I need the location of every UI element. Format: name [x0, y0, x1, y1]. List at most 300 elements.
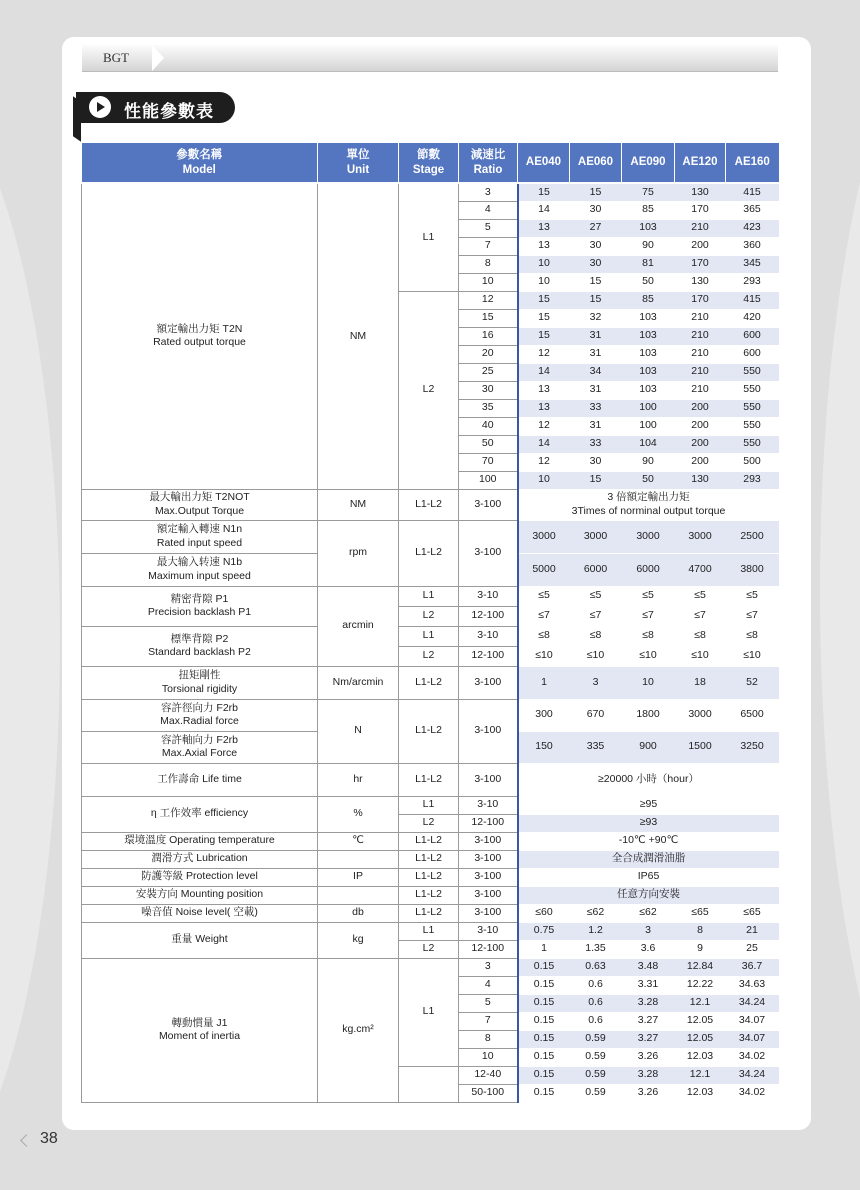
param-cell: 容許徑向力 F2rb Max.Radial force: [82, 699, 318, 731]
value-cell: 18: [675, 666, 726, 699]
value-cell: 1.2: [570, 922, 622, 940]
merged-value-cell: 3 倍額定輸出力矩 3Times of norminal output torque: [518, 489, 779, 520]
value-cell: ≤5: [518, 586, 570, 606]
value-cell: ≤5: [675, 586, 726, 606]
ratio-cell: 10: [459, 273, 518, 291]
value-cell: ≤10: [518, 646, 570, 666]
value-cell: 600: [726, 345, 779, 363]
value-cell: 104: [622, 435, 675, 453]
param-cell: 安裝方向 Mounting position: [82, 886, 318, 904]
table-row: [82, 666, 779, 699]
value-cell: 3000: [675, 699, 726, 731]
value-cell: 103: [622, 363, 675, 381]
value-cell: 3.27: [622, 1012, 675, 1030]
param-cell: 精密背隙 P1 Precision backlash P1: [82, 586, 318, 626]
ratio-cell: 16: [459, 327, 518, 345]
value-cell: 900: [622, 731, 675, 763]
value-cell: 170: [675, 291, 726, 309]
value-cell: ≤5: [570, 586, 622, 606]
value-cell: ≤5: [726, 586, 779, 606]
value-cell: 85: [622, 291, 675, 309]
value-cell: 0.15: [518, 1030, 570, 1048]
stage-cell: L1-L2: [399, 832, 459, 850]
value-cell: 34.24: [726, 1066, 779, 1084]
ratio-cell: 15: [459, 309, 518, 327]
value-cell: 6500: [726, 699, 779, 731]
merged-value-cell: IP65: [518, 868, 779, 886]
stage-cell: L1: [399, 958, 459, 1066]
value-cell: 12.03: [675, 1084, 726, 1102]
stage-cell: L2: [399, 940, 459, 958]
value-cell: 550: [726, 417, 779, 435]
header-bar: [82, 45, 778, 72]
value-cell: 1.35: [570, 940, 622, 958]
value-cell: 12: [518, 453, 570, 471]
value-cell: 210: [675, 381, 726, 399]
value-cell: 210: [675, 219, 726, 237]
value-cell: 4700: [675, 553, 726, 586]
value-cell: 6000: [622, 553, 675, 586]
param-cell: 最大输入转速 N1b Maximum input speed: [82, 553, 318, 586]
section-heading: [76, 92, 235, 123]
value-cell: 0.15: [518, 958, 570, 976]
ratio-cell: 10: [459, 1048, 518, 1066]
value-cell: 100: [622, 417, 675, 435]
ratio-cell: 12-100: [459, 814, 518, 832]
value-cell: 12: [518, 417, 570, 435]
value-cell: 550: [726, 399, 779, 417]
ratio-cell: 3-100: [459, 763, 518, 796]
ratio-cell: 100: [459, 471, 518, 489]
param-cell: 扭矩剛性 Torsional rigidity: [82, 666, 318, 699]
value-cell: 25: [726, 940, 779, 958]
header-chevron: [152, 45, 164, 71]
merged-value-cell: ≥93: [518, 814, 779, 832]
ratio-cell: 3: [459, 958, 518, 976]
value-cell: 15: [518, 309, 570, 327]
ratio-cell: 3-100: [459, 886, 518, 904]
ratio-cell: 3-100: [459, 520, 518, 586]
table-row: [82, 520, 779, 553]
value-cell: 103: [622, 309, 675, 327]
value-cell: 10: [518, 273, 570, 291]
value-cell: 15: [570, 183, 622, 201]
value-cell: 10: [518, 255, 570, 273]
table-body: [82, 183, 779, 1102]
col-ae040: AE040: [518, 143, 570, 183]
header-label: BGT: [103, 50, 129, 65]
value-cell: 31: [570, 327, 622, 345]
value-cell: 0.59: [570, 1066, 622, 1084]
ratio-cell: 3-100: [459, 832, 518, 850]
unit-cell: hr: [318, 763, 399, 796]
value-cell: 12.05: [675, 1030, 726, 1048]
value-cell: ≤7: [726, 606, 779, 626]
param-cell: 轉動慣量 J1 Moment of inertia: [82, 958, 318, 1102]
value-cell: 12.1: [675, 994, 726, 1012]
value-cell: 3.26: [622, 1048, 675, 1066]
value-cell: 1: [518, 940, 570, 958]
col-stage: 節數 Stage: [399, 143, 459, 183]
value-cell: 10: [518, 471, 570, 489]
value-cell: ≤5: [622, 586, 675, 606]
value-cell: 130: [675, 183, 726, 201]
value-cell: 0.15: [518, 1066, 570, 1084]
value-cell: 550: [726, 363, 779, 381]
table-row: [82, 904, 779, 922]
ratio-cell: 3-100: [459, 850, 518, 868]
ratio-cell: 4: [459, 976, 518, 994]
table-row: [82, 586, 779, 606]
value-cell: 52: [726, 666, 779, 699]
col-ae160: AE160: [726, 143, 779, 183]
unit-cell: [318, 886, 399, 904]
spec-table: [81, 143, 779, 1103]
table-row: [82, 832, 779, 850]
value-cell: 9: [675, 940, 726, 958]
stage-cell: L1-L2: [399, 763, 459, 796]
value-cell: ≤65: [675, 904, 726, 922]
value-cell: 3800: [726, 553, 779, 586]
value-cell: 210: [675, 327, 726, 345]
value-cell: 34: [570, 363, 622, 381]
value-cell: 14: [518, 435, 570, 453]
table-row: [82, 850, 779, 868]
value-cell: 33: [570, 399, 622, 417]
merged-value-cell: -10℃ +90℃: [518, 832, 779, 850]
ratio-cell: 3-10: [459, 922, 518, 940]
value-cell: ≤10: [726, 646, 779, 666]
value-cell: 34.63: [726, 976, 779, 994]
stage-cell: L1: [399, 626, 459, 646]
section-title: 性能參數表: [124, 102, 214, 121]
value-cell: 3250: [726, 731, 779, 763]
col-ratio: 減速比 Ratio: [459, 143, 518, 183]
ratio-cell: 8: [459, 255, 518, 273]
value-cell: 550: [726, 381, 779, 399]
value-cell: 0.75: [518, 922, 570, 940]
col-ae090: AE090: [622, 143, 675, 183]
value-cell: 12.05: [675, 1012, 726, 1030]
value-cell: 30: [570, 237, 622, 255]
value-cell: ≤10: [570, 646, 622, 666]
value-cell: 210: [675, 309, 726, 327]
stage-cell: L2: [399, 606, 459, 626]
value-cell: 293: [726, 273, 779, 291]
ratio-cell: 3-100: [459, 904, 518, 922]
value-cell: ≤65: [726, 904, 779, 922]
value-cell: 34.07: [726, 1030, 779, 1048]
value-cell: 3.27: [622, 1030, 675, 1048]
unit-cell: arcmin: [318, 586, 399, 666]
value-cell: ≤60: [518, 904, 570, 922]
value-cell: 0.15: [518, 976, 570, 994]
value-cell: 8: [675, 922, 726, 940]
value-cell: 12.22: [675, 976, 726, 994]
value-cell: 30: [570, 453, 622, 471]
ratio-cell: 12: [459, 291, 518, 309]
value-cell: 15: [570, 273, 622, 291]
unit-cell: rpm: [318, 520, 399, 586]
stage-cell: L1-L2: [399, 886, 459, 904]
param-cell: 防護等級 Protection level: [82, 868, 318, 886]
ratio-cell: 30: [459, 381, 518, 399]
value-cell: 200: [675, 453, 726, 471]
value-cell: ≤10: [622, 646, 675, 666]
ratio-cell: 20: [459, 345, 518, 363]
value-cell: 200: [675, 399, 726, 417]
ratio-cell: 3-10: [459, 626, 518, 646]
value-cell: 14: [518, 201, 570, 219]
value-cell: 15: [518, 327, 570, 345]
value-cell: ≤8: [726, 626, 779, 646]
merged-value-cell: ≥95: [518, 796, 779, 814]
value-cell: ≤8: [622, 626, 675, 646]
value-cell: 130: [675, 273, 726, 291]
unit-cell: N: [318, 699, 399, 763]
ratio-cell: 8: [459, 1030, 518, 1048]
value-cell: 15: [570, 471, 622, 489]
merged-value-cell: ≥20000 小時（hour）: [518, 763, 779, 796]
ratio-cell: 3-100: [459, 699, 518, 763]
value-cell: 0.15: [518, 1012, 570, 1030]
value-cell: 335: [570, 731, 622, 763]
value-cell: 27: [570, 219, 622, 237]
value-cell: 200: [675, 435, 726, 453]
value-cell: 15: [570, 291, 622, 309]
value-cell: 3000: [518, 520, 570, 553]
ratio-cell: 3-100: [459, 489, 518, 520]
stage-cell: L2: [399, 646, 459, 666]
value-cell: 90: [622, 453, 675, 471]
value-cell: 0.15: [518, 1048, 570, 1066]
value-cell: 600: [726, 327, 779, 345]
param-cell: 額定輸出力矩 T2N Rated output torque: [82, 183, 318, 489]
ratio-cell: 5: [459, 219, 518, 237]
stage-cell: L1: [399, 796, 459, 814]
value-cell: 670: [570, 699, 622, 731]
value-cell: 200: [675, 417, 726, 435]
value-cell: ≤7: [622, 606, 675, 626]
value-cell: 30: [570, 201, 622, 219]
value-cell: ≤7: [518, 606, 570, 626]
unit-cell: db: [318, 904, 399, 922]
value-cell: 3.31: [622, 976, 675, 994]
value-cell: ≤8: [570, 626, 622, 646]
value-cell: 3000: [570, 520, 622, 553]
ratio-cell: 40: [459, 417, 518, 435]
col-ae060: AE060: [570, 143, 622, 183]
ratio-cell: 12-40: [459, 1066, 518, 1084]
value-cell: 36.7: [726, 958, 779, 976]
param-cell: 重量 Weight: [82, 922, 318, 958]
stage-cell: [399, 1066, 459, 1102]
value-cell: 100: [622, 399, 675, 417]
stage-cell: L1-L2: [399, 666, 459, 699]
value-cell: 293: [726, 471, 779, 489]
ratio-cell: 7: [459, 237, 518, 255]
value-cell: 0.59: [570, 1084, 622, 1102]
value-cell: 300: [518, 699, 570, 731]
value-cell: 550: [726, 435, 779, 453]
value-cell: 5000: [518, 553, 570, 586]
param-cell: 最大輸出力矩 T2NOT Max.Output Torque: [82, 489, 318, 520]
value-cell: 200: [675, 237, 726, 255]
value-cell: 0.59: [570, 1048, 622, 1066]
unit-cell: kg.cm²: [318, 958, 399, 1102]
value-cell: 0.63: [570, 958, 622, 976]
value-cell: ≤8: [675, 626, 726, 646]
value-cell: 31: [570, 381, 622, 399]
table-row: [82, 183, 779, 201]
value-cell: 3.48: [622, 958, 675, 976]
value-cell: 33: [570, 435, 622, 453]
stage-cell: L1-L2: [399, 489, 459, 520]
col-unit: 單位 Unit: [318, 143, 399, 183]
value-cell: 31: [570, 345, 622, 363]
value-cell: 0.15: [518, 1084, 570, 1102]
value-cell: 34.02: [726, 1084, 779, 1102]
value-cell: 34.07: [726, 1012, 779, 1030]
ratio-cell: 3-100: [459, 666, 518, 699]
table-row: [82, 922, 779, 940]
unit-cell: %: [318, 796, 399, 832]
stage-cell: L1: [399, 183, 459, 291]
table-row: [82, 699, 779, 731]
play-icon: [89, 96, 111, 118]
stage-cell: L2: [399, 291, 459, 489]
table-row: [82, 763, 779, 796]
value-cell: 170: [675, 201, 726, 219]
ratio-cell: 3-10: [459, 796, 518, 814]
value-cell: 30: [570, 255, 622, 273]
value-cell: 1500: [675, 731, 726, 763]
ratio-cell: 25: [459, 363, 518, 381]
value-cell: 1800: [622, 699, 675, 731]
value-cell: 10: [622, 666, 675, 699]
value-cell: 365: [726, 201, 779, 219]
stage-cell: L2: [399, 814, 459, 832]
col-ae120: AE120: [675, 143, 726, 183]
value-cell: 3.28: [622, 994, 675, 1012]
value-cell: 75: [622, 183, 675, 201]
stage-cell: L1-L2: [399, 850, 459, 868]
value-cell: ≤7: [570, 606, 622, 626]
param-cell: 額定輸入轉速 N1n Rated input speed: [82, 520, 318, 553]
merged-value-cell: 全合成潤滑油脂: [518, 850, 779, 868]
value-cell: 12.1: [675, 1066, 726, 1084]
value-cell: 13: [518, 237, 570, 255]
value-cell: 31: [570, 417, 622, 435]
chevron-left-icon: [20, 1134, 33, 1147]
value-cell: 360: [726, 237, 779, 255]
value-cell: 15: [518, 183, 570, 201]
value-cell: 50: [622, 273, 675, 291]
stage-cell: L1: [399, 922, 459, 940]
unit-cell: Nm/arcmin: [318, 666, 399, 699]
param-cell: 容許軸向力 F2rb Max.Axial Force: [82, 731, 318, 763]
value-cell: 0.6: [570, 994, 622, 1012]
table-row: [82, 796, 779, 814]
value-cell: 150: [518, 731, 570, 763]
value-cell: ≤8: [518, 626, 570, 646]
ratio-cell: 50: [459, 435, 518, 453]
value-cell: 2500: [726, 520, 779, 553]
value-cell: 12.84: [675, 958, 726, 976]
value-cell: 13: [518, 381, 570, 399]
value-cell: 415: [726, 183, 779, 201]
value-cell: 32: [570, 309, 622, 327]
value-cell: ≤7: [675, 606, 726, 626]
merged-value-cell: 任意方向安裝: [518, 886, 779, 904]
table-row: [82, 489, 779, 520]
value-cell: 6000: [570, 553, 622, 586]
value-cell: 3: [622, 922, 675, 940]
value-cell: 500: [726, 453, 779, 471]
value-cell: 210: [675, 345, 726, 363]
ratio-cell: 50-100: [459, 1084, 518, 1102]
unit-cell: kg: [318, 922, 399, 958]
ratio-cell: 5: [459, 994, 518, 1012]
ratio-cell: 35: [459, 399, 518, 417]
page-number: 38: [40, 1130, 58, 1147]
table-header-row: [82, 143, 779, 183]
value-cell: 103: [622, 345, 675, 363]
value-cell: 21: [726, 922, 779, 940]
value-cell: 103: [622, 219, 675, 237]
param-cell: η 工作效率 efficiency: [82, 796, 318, 832]
stage-cell: L1-L2: [399, 868, 459, 886]
value-cell: 3000: [675, 520, 726, 553]
value-cell: ≤62: [570, 904, 622, 922]
value-cell: 81: [622, 255, 675, 273]
ratio-cell: 12-100: [459, 646, 518, 666]
value-cell: 130: [675, 471, 726, 489]
value-cell: 15: [518, 291, 570, 309]
ratio-cell: 3: [459, 183, 518, 201]
value-cell: 50: [622, 471, 675, 489]
value-cell: 12: [518, 345, 570, 363]
value-cell: 423: [726, 219, 779, 237]
param-cell: 工作壽命 Life time: [82, 763, 318, 796]
value-cell: 3.26: [622, 1084, 675, 1102]
value-cell: ≤10: [675, 646, 726, 666]
ratio-cell: 3-100: [459, 868, 518, 886]
value-cell: 420: [726, 309, 779, 327]
value-cell: 0.6: [570, 976, 622, 994]
param-cell: 噪音值 Noise level( 空載): [82, 904, 318, 922]
value-cell: 103: [622, 327, 675, 345]
value-cell: 0.6: [570, 1012, 622, 1030]
unit-cell: [318, 850, 399, 868]
background-arc-right: [820, 0, 860, 1190]
value-cell: 34.24: [726, 994, 779, 1012]
value-cell: 14: [518, 363, 570, 381]
stage-cell: L1: [399, 586, 459, 606]
table-row: [82, 958, 779, 976]
value-cell: 12.03: [675, 1048, 726, 1066]
table-row: [82, 886, 779, 904]
value-cell: 85: [622, 201, 675, 219]
value-cell: 170: [675, 255, 726, 273]
value-cell: 90: [622, 237, 675, 255]
col-model: 參數名稱 Model: [82, 143, 318, 183]
stage-cell: L1-L2: [399, 520, 459, 586]
value-cell: 3.6: [622, 940, 675, 958]
ratio-cell: 70: [459, 453, 518, 471]
value-cell: 3: [570, 666, 622, 699]
value-cell: 13: [518, 219, 570, 237]
